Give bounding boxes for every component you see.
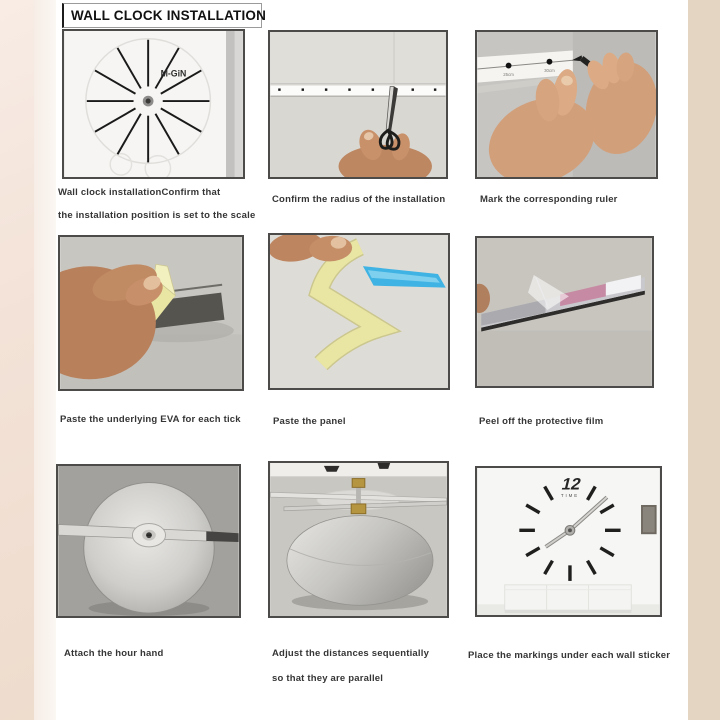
mechanism-dome (287, 516, 433, 606)
step-caption-6: Peel off the protective film (479, 416, 604, 427)
step-image-adjust-distances (268, 461, 449, 618)
step-image-paste-panel (268, 233, 450, 390)
step-caption-8-line1: Adjust the distances sequentially (272, 648, 430, 659)
background-table-edge (270, 463, 446, 477)
adjust-distances-illustration (270, 463, 447, 616)
template-edge-shadow (226, 31, 235, 177)
attach-hour-hand-illustration (58, 466, 239, 616)
paste-eva-illustration (60, 237, 242, 389)
step-caption-1-line2: the installation position is set to the scale (58, 210, 256, 221)
step-caption-7: Attach the hour hand (64, 648, 164, 659)
ruler-dot (506, 63, 512, 69)
step-image-mark-ruler (475, 30, 658, 179)
brass-nut-top (352, 479, 365, 488)
step-caption-4: Paste the underlying EVA for each tick (60, 414, 241, 425)
step-image-paste-eva (58, 235, 244, 391)
fabric-background-left-fade (34, 0, 56, 720)
step-caption-9: Place the markings under each wall sticker (468, 650, 671, 661)
step-image-place-markings (475, 466, 662, 617)
step-image-attach-hour-hand (56, 464, 241, 618)
ruler-mark-label: 30cm (544, 67, 555, 73)
ruler-mark-label: 25cm (503, 71, 514, 77)
peel-film-illustration (477, 238, 652, 386)
clock-template-illustration (64, 31, 243, 177)
fabric-background-left (0, 0, 34, 720)
sofa (505, 585, 632, 613)
finished-clock-illustration (477, 468, 660, 615)
step-caption-2: Confirm the radius of the installation (272, 194, 446, 205)
paste-panel-illustration (270, 235, 448, 388)
brass-nut-lower (351, 504, 366, 514)
ruler-dot (547, 59, 553, 65)
ruler-strip (270, 86, 445, 97)
fabric-background-right (688, 0, 720, 720)
clock-mechanism-disc (84, 483, 215, 614)
step-caption-1-line1: Wall clock installationConfirm that (58, 187, 221, 198)
template-brand-text: M-GiN (160, 68, 187, 79)
clock-logo-12: 12 (559, 474, 583, 494)
clock-logo-time: TIME (560, 493, 580, 499)
cut-ruler-illustration (270, 32, 446, 177)
page-title-box (62, 3, 267, 28)
step-image-confirm-template (62, 29, 245, 179)
step-image-peel-film (475, 236, 654, 388)
step-caption-3: Mark the corresponding ruler (480, 194, 618, 205)
step-image-cut-ruler (268, 30, 448, 179)
step-caption-5: Paste the panel (273, 416, 346, 427)
clip (378, 463, 391, 469)
page-title: WALL CLOCK INSTALLATION (71, 8, 267, 23)
mark-ruler-illustration (477, 32, 656, 177)
step-caption-8-line2: so that they are parallel (272, 673, 384, 684)
